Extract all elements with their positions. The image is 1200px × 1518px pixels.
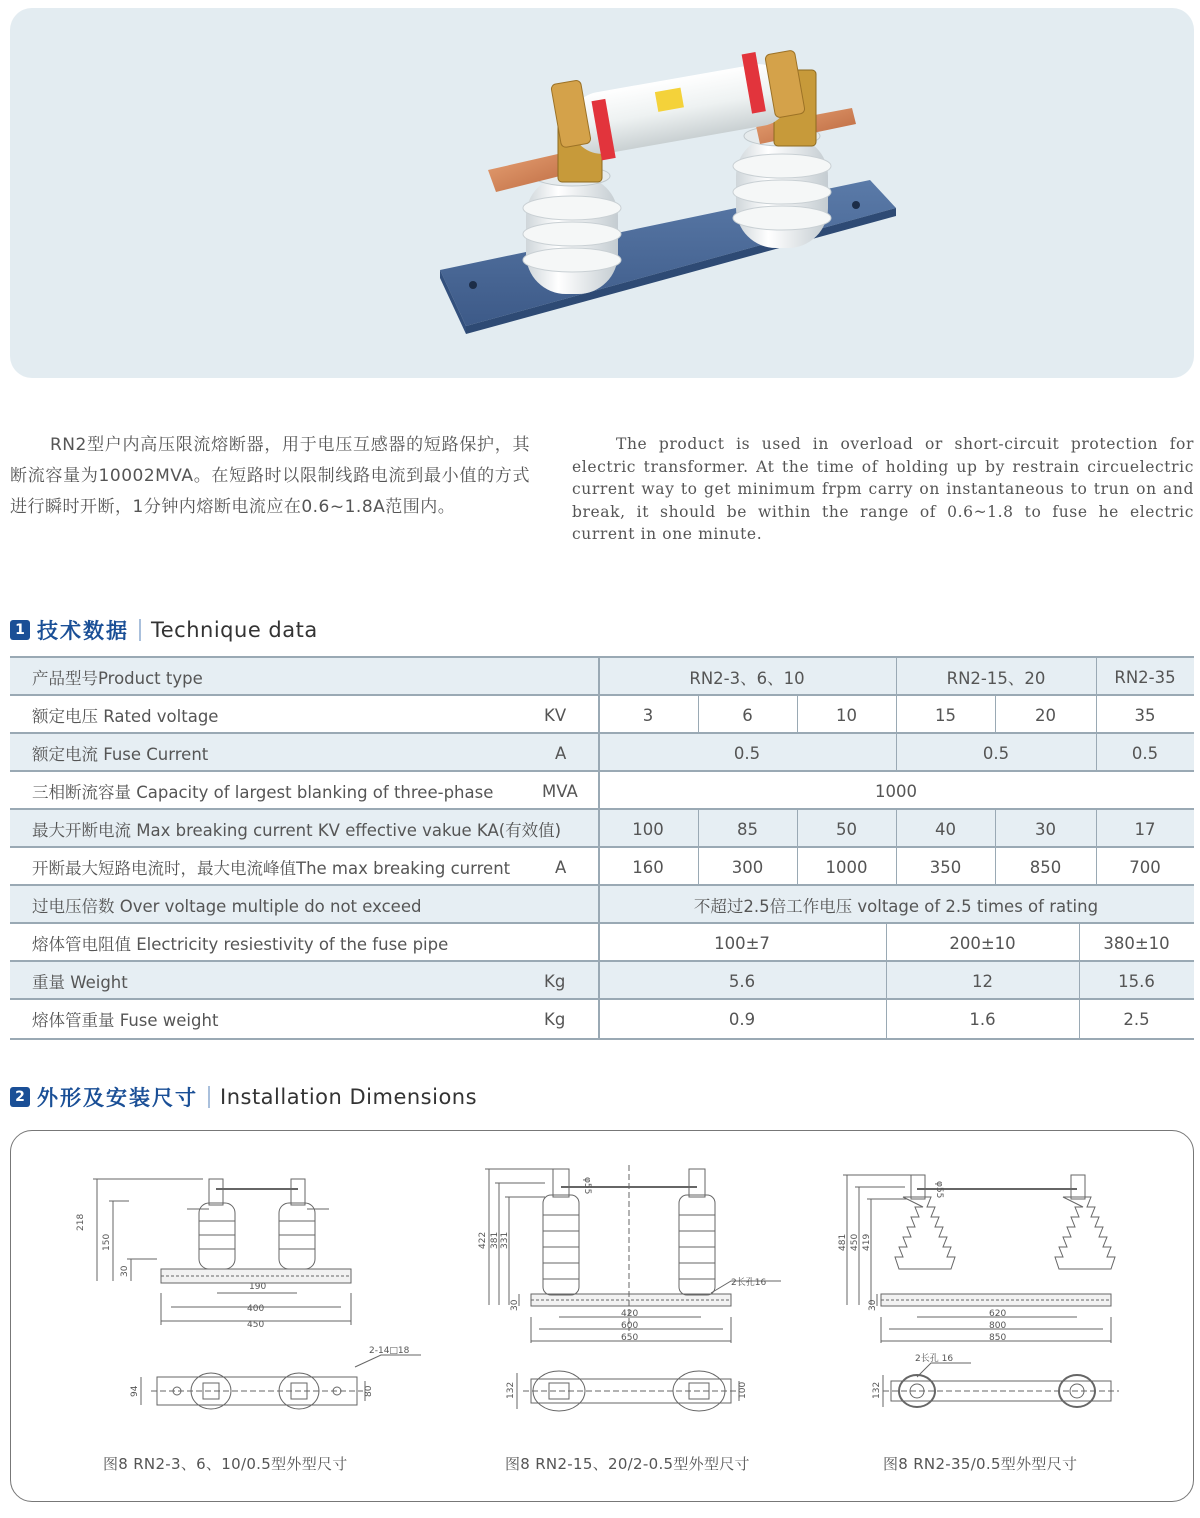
table-cell: 17: [1134, 819, 1156, 839]
table-cell: 5.6: [728, 971, 756, 991]
fuse-product-illustration: [10, 8, 1194, 378]
table-rule: [10, 694, 1194, 696]
table-cell: 300: [731, 857, 764, 877]
table-rule: [1096, 808, 1097, 884]
dim-label: 2长孔16: [731, 1278, 767, 1288]
table-rule: [10, 770, 1194, 772]
table-cell: 1000: [875, 781, 917, 801]
table-cell: 40: [935, 819, 956, 839]
dim-label: 450: [247, 1320, 265, 1330]
installation-drawings-panel: [10, 1130, 1194, 1502]
table-cell: 50: [836, 819, 857, 839]
dim-label: 331: [500, 1231, 510, 1249]
row-unit: A: [555, 857, 567, 877]
dim-label: 400: [247, 1304, 265, 1314]
table-cell: 12: [972, 971, 993, 991]
table-rule: [10, 922, 1194, 924]
table-rule: [797, 808, 798, 884]
table-rule: [698, 694, 699, 732]
technical-drawings: [11, 1131, 1195, 1503]
row-unit: A: [555, 743, 567, 763]
table-rule: [1079, 922, 1080, 1040]
table-cell: 850: [1029, 857, 1062, 877]
dim-label: 190: [249, 1282, 267, 1292]
dim-label: 650: [621, 1333, 639, 1343]
row-label: 额定电流 Fuse Current: [32, 745, 209, 764]
dim-label: 2-14□18: [369, 1346, 410, 1356]
table-row-fuse-current: [10, 734, 1194, 772]
row-unit: KV: [544, 705, 567, 725]
table-cell: 3: [642, 705, 654, 725]
table-cell: 380±10: [1103, 933, 1170, 953]
section-number-badge: 2: [10, 1087, 30, 1107]
dim-label: 80: [364, 1385, 374, 1397]
drawing-3-caption: 图8 RN2-35/0.5型外型尺寸: [883, 1455, 1078, 1473]
section-title-cn: 技术数据: [37, 619, 129, 643]
row-label: 过电压倍数 Over voltage multiple do not exceed: [32, 897, 422, 916]
drawing-1-top-view: [130, 1346, 421, 1409]
table-rule: [10, 808, 1194, 810]
intro-english: The product is used in overload or short-circuit protection for electric transformer. At the time of holding up by restrain circuelectric current way to get minimum frpm carry on instantaneous to trun on and break, it should be within the range of 0.6~1.8 to fuse he electric current in one minute.: [572, 435, 1194, 543]
row-label: 开断最大短路电流时，最大电流峰值The max breaking current: [32, 859, 511, 878]
table-cell: 700: [1129, 857, 1161, 877]
table-cell: 350: [929, 857, 962, 877]
header-group-2: RN2-15、20: [946, 669, 1046, 688]
table-cell: 30: [1035, 819, 1056, 839]
table-row-weight: [10, 962, 1194, 1000]
product-photo-panel: [10, 8, 1194, 378]
table-row-fuse-weight: [10, 1000, 1194, 1038]
table-rule: [10, 1038, 1194, 1040]
table-rule: [698, 808, 699, 884]
row-unit: Kg: [544, 1009, 566, 1029]
dim-label: 422: [478, 1231, 488, 1249]
row-label: 熔体管重量 Fuse weight: [32, 1011, 219, 1030]
table-cell: 100: [632, 819, 664, 839]
dim-label: 419: [862, 1233, 872, 1251]
dim-label: 620: [989, 1309, 1007, 1319]
table-cell: 1000: [825, 857, 868, 877]
table-row-header: [10, 658, 1194, 696]
dim-label: 481: [838, 1233, 848, 1251]
section-technique-data-header: [10, 615, 318, 645]
dim-label: 2长孔 16: [915, 1354, 954, 1364]
table-row-capacity: [10, 772, 1194, 810]
table-rule: [598, 656, 600, 1040]
table-cell: 0.5: [1131, 743, 1159, 763]
dim-label: 800: [989, 1321, 1007, 1331]
table-rule: [10, 732, 1194, 734]
table-rule: [995, 694, 996, 732]
row-unit: MVA: [542, 781, 578, 801]
table-rule: [10, 998, 1194, 1000]
table-cell: 100±7: [714, 933, 770, 953]
row-label: 最大开断电流 Max breaking current KV effective vakue KA(有效值): [32, 821, 562, 840]
table-cell: 不超过2.5倍工作电压 voltage of 2.5 times of rating: [693, 897, 1099, 916]
table-cell: 1.6: [969, 1009, 996, 1029]
dim-label: 132: [506, 1381, 516, 1399]
table-cell: 2.5: [1123, 1009, 1150, 1029]
table-cell: 20: [1035, 705, 1056, 725]
header-group-3: RN2-35: [1114, 667, 1176, 687]
table-rule: [10, 846, 1194, 848]
table-cell: 15.6: [1118, 971, 1155, 991]
drawing-2-caption: 图8 RN2-15、20/2-0.5型外型尺寸: [505, 1455, 750, 1473]
table-rule: [896, 808, 897, 884]
dim-label: 100: [738, 1381, 748, 1399]
table-rule: [797, 694, 798, 732]
table-cell: 200±10: [949, 933, 1016, 953]
drawing-2-front-view: [478, 1165, 781, 1343]
dim-label: 600: [621, 1321, 639, 1331]
table-rule: [10, 960, 1194, 962]
dim-label: 218: [76, 1213, 86, 1231]
table-cell: 85: [737, 819, 758, 839]
drawing-2-top-view: [506, 1371, 748, 1411]
dim-label: 150: [102, 1233, 112, 1251]
table-row-over-voltage: [10, 886, 1194, 924]
dim-label: 30: [120, 1265, 130, 1277]
table-cell: 35: [1134, 705, 1156, 725]
section-divider: [208, 1086, 210, 1108]
dim-label: 450: [850, 1233, 860, 1251]
table-rule: [896, 656, 897, 770]
table-rule: [1096, 656, 1097, 770]
section-title-en: Installation Dimensions: [220, 1085, 478, 1109]
intro-chinese: RN2型户内高压限流熔断器，用于电压互感器的短路保护，其断流容量为10002MVA。在短路时以限制线路电流到最小值的方式进行瞬时开断，1分钟内熔断电流应在0.6~1.8A范围内。: [10, 435, 530, 517]
table-cell: 0.5: [733, 743, 761, 763]
table-rule: [886, 922, 887, 1040]
table-cell: 10: [836, 705, 857, 725]
row-unit: Kg: [544, 971, 566, 991]
table-cell: 0.5: [982, 743, 1010, 763]
row-label: 熔体管电阻值 Electricity resiestivity of the fuse pipe: [32, 935, 449, 954]
dim-label: 850: [989, 1333, 1007, 1343]
row-label: 额定电压 Rated voltage: [32, 707, 219, 726]
table-row-resistivity: [10, 924, 1194, 962]
drawing-3-top-view: [872, 1352, 1119, 1407]
table-rule: [995, 808, 996, 884]
table-rule: [10, 884, 1194, 886]
section-divider: [139, 619, 141, 641]
dim-label: 381: [490, 1231, 500, 1249]
row-label: 产品型号Product type: [32, 669, 203, 688]
dim-label: 132: [872, 1381, 882, 1399]
dim-label: 30: [868, 1299, 878, 1311]
drawing-1-front-view: [76, 1179, 351, 1330]
drawing-1-caption: 图8 RN2-3、6、10/0.5型外型尺寸: [103, 1455, 348, 1473]
table-rule: [10, 656, 1194, 658]
table-cell: 15: [935, 705, 956, 725]
dim-label: φ55: [934, 1181, 944, 1199]
dim-label: 420: [621, 1309, 639, 1319]
dim-label: 30: [510, 1299, 520, 1311]
dim-label: φ55: [582, 1177, 592, 1195]
table-cell: 6: [742, 705, 753, 725]
dim-label: 94: [130, 1385, 140, 1397]
table-cell: 0.9: [728, 1009, 756, 1029]
table-row-max-breaking-current: [10, 810, 1194, 848]
row-label: 重量 Weight: [32, 973, 128, 992]
table-cell: 160: [632, 857, 664, 877]
section-number-badge: 1: [10, 620, 30, 640]
table-row-rated-voltage: [10, 696, 1194, 734]
section-installation-header: [10, 1082, 477, 1112]
header-group-1: RN2-3、6、10: [689, 669, 805, 688]
row-label: 三相断流容量 Capacity of largest blanking of three-phase: [32, 783, 494, 802]
section-title-cn: 外形及安装尺寸: [37, 1086, 198, 1110]
technique-data-table: [10, 656, 1194, 1040]
section-title-en: Technique data: [151, 618, 318, 642]
drawing-3-front-view: [838, 1175, 1115, 1343]
table-row-peak-current: [10, 848, 1194, 886]
